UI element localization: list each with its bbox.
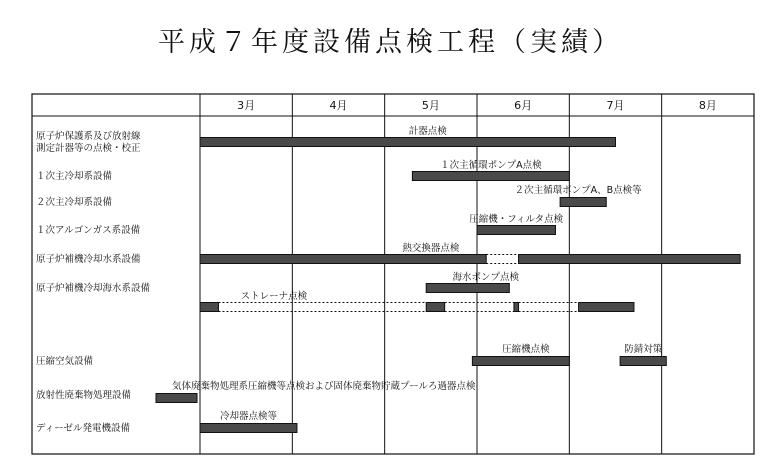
task-bar [426, 284, 509, 293]
row-label: ２次主冷却系設備 [36, 197, 113, 208]
task-bar [200, 255, 486, 264]
month-header-4: 4月 [329, 99, 348, 112]
task-bar [412, 172, 569, 181]
task-bar [579, 303, 634, 312]
task-bar [200, 424, 297, 433]
row-label: 放射性廃棄物処理設備 [36, 390, 132, 401]
month-header-7: 7月 [606, 99, 625, 112]
task-bar [514, 303, 519, 312]
month-header-6: 6月 [514, 99, 533, 112]
month-header-8: 8月 [698, 99, 717, 112]
task-label: 気体廃棄物処理系圧縮機等点検および固体廃棄物貯蔵プールろ過器点検 [172, 381, 476, 392]
row-label: 原子炉補機冷却水系設備 [36, 254, 141, 265]
page-title: 平成７年度設備点検工程（実績） [158, 27, 623, 58]
task-label: 圧縮機点検 [502, 344, 550, 355]
month-header-3: 3月 [237, 99, 256, 112]
task-bar [519, 255, 741, 264]
row-label: 原子炉保護系及び放射線 [36, 131, 141, 142]
task-bar [472, 357, 569, 366]
row-label: １次主冷却系設備 [36, 171, 113, 182]
task-label: ２次主循環ポンプA、B点検等 [514, 185, 642, 196]
task-bar [560, 198, 606, 207]
month-header-5: 5月 [421, 99, 440, 112]
task-bar [477, 226, 555, 235]
row-label: 測定計器等の点検・校正 [36, 143, 141, 154]
task-bar [620, 357, 666, 366]
task-bar [426, 303, 444, 312]
task-label: 圧縮機・フィルタ点検 [469, 214, 564, 225]
row-label: ディーゼル発電機設備 [36, 423, 131, 434]
task-label: １次主循環ポンプA点検 [440, 160, 542, 171]
task-label: 熱交換器点検 [402, 243, 460, 254]
task-label: 計器点検 [408, 126, 447, 137]
task-bar [200, 303, 218, 312]
task-label: ストレーナ点検 [240, 291, 308, 302]
task-bar [200, 138, 616, 147]
row-label: 圧縮空気設備 [36, 356, 94, 367]
task-label: 冷却器点検等 [220, 411, 278, 422]
row-label: １次アルゴンガス系設備 [36, 225, 141, 236]
task-label: 海水ポンプ点検 [452, 272, 520, 283]
task-label: 防錆対策 [624, 344, 663, 355]
row-label: 原子炉補機冷却海水系設備 [36, 283, 151, 294]
task-bar [156, 394, 197, 403]
